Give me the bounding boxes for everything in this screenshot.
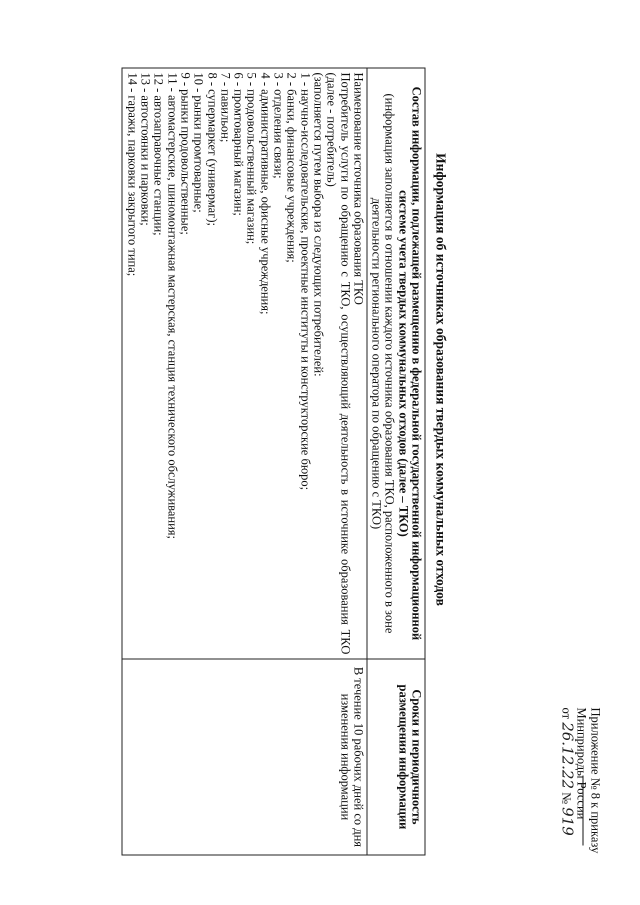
appendix-line-2: Минприроды России	[574, 707, 589, 820]
header-composition-note: (информация заполняется в отношении каждого источника образования ТКО, расположенного в зоне деятельности регионального оператора по обращению с ТКО)	[369, 93, 397, 634]
content-cell	[122, 68, 366, 659]
list-item: 6 - промтоварный магазин;	[231, 72, 246, 216]
list-item: 5 - продовольственный магазин;	[244, 72, 259, 245]
date-prefix: от	[559, 707, 574, 720]
page-title: Информация об источниках образования твердых коммунальных отходов	[433, 153, 449, 606]
list-item: 10 - рынки промтоварные;	[191, 72, 206, 213]
rotated-content	[1, 0, 640, 905]
header-terms-cell: Сроки и периодичность размещения информации	[367, 659, 425, 855]
list-item: 2 - банки, финансовые учреждения;	[284, 72, 299, 263]
list-item: 11 - автомастерские, шиномонтажная мастерская, станция технического обслуживания;	[165, 72, 180, 540]
list-item: 7 - павильон;	[218, 72, 233, 143]
list-item: 3 - отделения связи;	[271, 72, 286, 179]
choice-note: (заполняется путем выбора из следующих потребителей:	[311, 72, 326, 377]
number-prefix: №	[559, 792, 574, 805]
list-item: 8 - супермаркет (универмаг);	[205, 72, 220, 226]
term-cell: В течение 10 рабочих дней со дня изменения информации	[122, 659, 366, 855]
order-number: 919	[558, 807, 577, 836]
list-item: 1 - научно-исследовательские, проектные институты и конструкторские бюро;	[298, 72, 313, 491]
list-item: 13 - автостоянки и парковки;	[138, 72, 153, 226]
consumer-text: Потребитель услуги по обращению с ТКО, осуществляющий деятельность в источнике образования ТКО (далее - потребитель)	[324, 72, 353, 655]
header-composition-title: Состав информации, подлежащей размещению в федеральной государственной информационной системе учета твердых коммунальных отходов (далее – ТКО)	[396, 86, 424, 641]
list-item: 14 - гаражи, парковки закрытого типа;	[125, 72, 140, 277]
list-item: 4 - административные, офисные учреждения;	[258, 72, 273, 315]
table-row	[122, 68, 366, 855]
appendix-date-line	[560, 708, 575, 854]
table-header-row	[367, 68, 425, 855]
order-date: 26.12.22	[558, 722, 577, 789]
appendix-line-1: Приложение № 8 к приказу	[588, 707, 603, 854]
info-table	[122, 68, 426, 856]
source-name-label: Наименование источника образования ТКО	[351, 72, 366, 305]
appendix-block	[560, 708, 603, 854]
list-item: 12 - автозаправочные станции;	[151, 72, 166, 236]
list-item: 9 - рынки продовольственные;	[178, 72, 193, 235]
signature-underline	[583, 776, 584, 846]
header-composition-cell	[367, 68, 425, 659]
